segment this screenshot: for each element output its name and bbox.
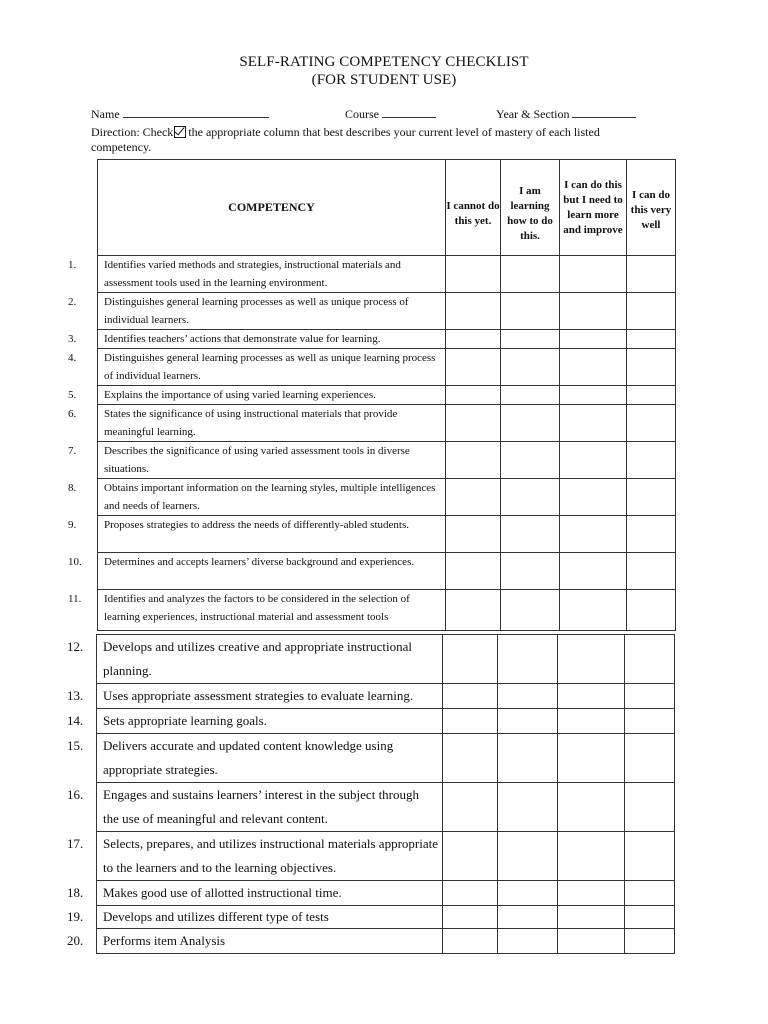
rating-cell[interactable] [446,479,501,516]
course-field[interactable] [345,106,436,122]
table-row [97,881,675,906]
rating-cell[interactable] [443,734,498,783]
rating-cell[interactable] [501,442,560,479]
direction-text [91,124,651,155]
competency-cell: 2. Distinguishes general learning processes as well as unique process of individual learners. [98,293,446,330]
rating-cell[interactable] [560,293,627,330]
name-field[interactable] [91,106,269,122]
rating-cell[interactable] [446,405,501,442]
rating-cell[interactable] [443,684,498,709]
direction-suffix: the appropriate column that best describes your current level of mastery of each listed competency. [91,125,600,154]
rating-cell[interactable] [627,479,676,516]
rating-cell[interactable] [446,386,501,405]
rating-cell[interactable] [501,479,560,516]
competency-cell: 16. Engages and sustains learners’ interest in the subject through the use of meaningful and relevant content. [97,783,443,832]
rating-cell[interactable] [560,442,627,479]
table-row [97,684,675,709]
rating-cell[interactable] [501,553,560,590]
rating-cell[interactable] [560,349,627,386]
rating-header-very-well: I can do this very well [627,160,676,256]
table-row [97,906,675,929]
table-row [98,590,676,631]
rating-cell[interactable] [443,832,498,881]
competency-table-continued [67,634,675,954]
rating-cell[interactable] [627,256,676,293]
rating-cell[interactable] [498,881,558,906]
rating-cell[interactable] [625,783,675,832]
rating-cell[interactable] [501,405,560,442]
rating-cell[interactable] [558,709,625,734]
rating-header-improve: I can do this but I need to learn more and improve [560,160,627,256]
table-row [98,553,676,590]
table-row [98,256,676,293]
rating-cell[interactable] [627,405,676,442]
table-row [98,386,676,405]
rating-cell[interactable] [501,386,560,405]
rating-cell[interactable] [625,832,675,881]
rating-cell[interactable] [446,442,501,479]
rating-cell[interactable] [625,906,675,929]
rating-cell[interactable] [498,684,558,709]
rating-cell[interactable] [627,590,676,631]
table-row [97,734,675,783]
competency-cell: 3. Identifies teachers’ actions that demonstrate value for learning. [98,330,446,349]
rating-cell[interactable] [498,635,558,684]
competency-cell: 1. Identifies varied methods and strategies, instructional materials and assessment tools used in the learning environment. [98,256,446,293]
rating-cell[interactable] [560,479,627,516]
rating-cell[interactable] [498,734,558,783]
rating-header-learning: I am learning how to do this. [501,160,560,256]
direction-prefix: Direction: Check [91,125,174,139]
rating-cell[interactable] [501,590,560,631]
table-row [98,349,676,386]
rating-cell[interactable] [625,684,675,709]
rating-cell[interactable] [627,386,676,405]
rating-cell[interactable] [501,516,560,553]
rating-cell[interactable] [501,349,560,386]
rating-cell[interactable] [446,590,501,631]
competency-cell: 10. Determines and accepts learners’ diverse background and experiences. [98,553,446,590]
rating-cell[interactable] [501,330,560,349]
rating-cell[interactable] [558,832,625,881]
course-label: Course [345,107,379,121]
competency-cell: 18. Makes good use of allotted instructional time. [97,881,443,906]
competency-cell: 19. Develops and utilizes different type of tests [97,906,443,929]
rating-header-cannot: I cannot do this yet. [446,160,501,256]
rating-cell[interactable] [446,330,501,349]
rating-cell[interactable] [498,783,558,832]
rating-cell[interactable] [558,929,625,954]
table-row [98,330,676,349]
table-row [97,929,675,954]
rating-cell[interactable] [560,516,627,553]
rating-cell[interactable] [560,405,627,442]
rating-cell[interactable] [443,906,498,929]
rating-cell[interactable] [625,881,675,906]
year-section-field[interactable] [496,106,636,122]
rating-cell[interactable] [443,929,498,954]
competency-cell: 17. Selects, prepares, and utilizes instructional materials appropriate to the learners and to the learning objectives. [97,832,443,881]
course-blank[interactable] [382,106,436,118]
rating-cell[interactable] [560,386,627,405]
table-header-row [98,160,676,256]
competency-cell: 15. Delivers accurate and updated content knowledge using appropriate strategies. [97,734,443,783]
competency-cell: 20. Performs item Analysis [97,929,443,954]
competency-cell: 5. Explains the importance of using varied learning experiences. [98,386,446,405]
rating-cell[interactable] [560,256,627,293]
competency-cell: 9. Proposes strategies to address the needs of differently-abled students. [98,516,446,553]
rating-cell[interactable] [498,709,558,734]
rating-cell[interactable] [501,256,560,293]
rating-cell[interactable] [446,553,501,590]
rating-cell[interactable] [627,442,676,479]
rating-cell[interactable] [443,783,498,832]
rating-cell[interactable] [501,293,560,330]
table-row [97,783,675,832]
competency-cell: 4. Distinguishes general learning processes as well as unique learning process of individual learners. [98,349,446,386]
rating-cell[interactable] [498,906,558,929]
rating-cell[interactable] [625,929,675,954]
rating-cell[interactable] [558,734,625,783]
rating-cell[interactable] [443,635,498,684]
rating-cell[interactable] [558,881,625,906]
rating-cell[interactable] [498,832,558,881]
rating-cell[interactable] [558,684,625,709]
year-section-blank[interactable] [572,106,636,118]
competency-cell: 13. Uses appropriate assessment strategies to evaluate learning. [97,684,443,709]
rating-cell[interactable] [558,635,625,684]
rating-cell[interactable] [446,293,501,330]
competency-cell: 11. Identifies and analyzes the factors to be considered in the selection of learning experiences, instructional material and assessment tools [98,590,446,631]
rating-cell[interactable] [443,881,498,906]
rating-cell[interactable] [446,516,501,553]
table-row [98,516,676,553]
competency-header: COMPETENCY [98,160,446,256]
table-row [97,832,675,881]
table-row [98,293,676,330]
rating-cell[interactable] [627,349,676,386]
rating-cell[interactable] [560,553,627,590]
table-row [98,405,676,442]
document-subtitle: (FOR STUDENT USE) [311,72,457,88]
rating-cell[interactable] [560,590,627,631]
competency-cell: 12. Develops and utilizes creative and appropriate instructional planning. [97,635,443,684]
rating-cell[interactable] [443,709,498,734]
rating-cell[interactable] [560,330,627,349]
table-row [97,709,675,734]
name-blank[interactable] [123,106,269,118]
competency-cell: 7. Describes the significance of using varied assessment tools in diverse situations. [98,442,446,479]
rating-cell[interactable] [625,709,675,734]
table-row [98,442,676,479]
checkbox-icon [174,126,186,138]
rating-cell[interactable] [625,734,675,783]
rating-cell[interactable] [498,929,558,954]
rating-cell[interactable] [625,635,675,684]
competency-table [68,159,676,631]
competency-cell: 6. States the significance of using instructional materials that provide meaningful learning. [98,405,446,442]
student-info-row [91,106,691,122]
rating-cell[interactable] [627,516,676,553]
name-label: Name [91,107,120,121]
table-row [97,635,675,684]
year-section-label: Year & Section [496,107,570,121]
rating-cell[interactable] [558,783,625,832]
document-title: SELF-RATING COMPETENCY CHECKLIST [239,54,529,70]
rating-cell[interactable] [446,349,501,386]
rating-cell[interactable] [627,553,676,590]
competency-cell: 8. Obtains important information on the learning styles, multiple intelligences and needs of learners. [98,479,446,516]
table-row [98,479,676,516]
competency-cell: 14. Sets appropriate learning goals. [97,709,443,734]
rating-cell[interactable] [627,330,676,349]
rating-cell[interactable] [446,256,501,293]
rating-cell[interactable] [558,906,625,929]
rating-cell[interactable] [627,293,676,330]
